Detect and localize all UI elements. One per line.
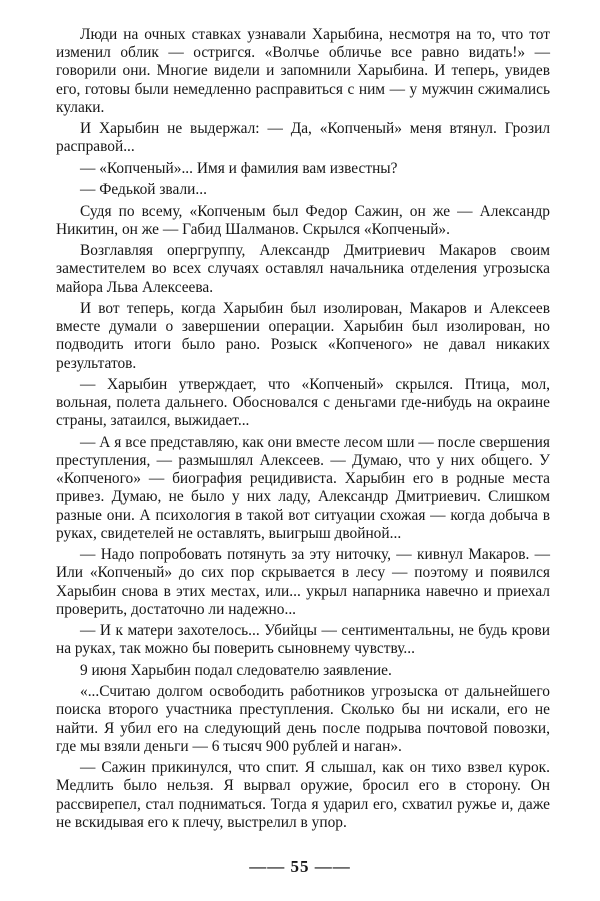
paragraph: — Надо попробовать потянуть за эту ниточку, — кивнул Макаров. — Или «Копченый» до сих пор скрывается в лесу — поэтому и появился Харыбин снова в этих местах, или... укрыл напарника навечно и приехал проверить, достаточно ли надежно... [56,546,550,618]
paragraph: 9 июня Харыбин подал следователю заявление. [80,661,392,679]
paragraph: — «Копченый»... Имя и фамилия вам известны? [80,159,398,177]
paragraph: — И к матери захотелось... Убийцы — сентиментальны, не будь крови на руках, так можно бы поверить сыновнему чувству... [56,622,550,658]
paragraph: Возглавляя опергруппу, Александр Дмитриевич Макаров своим заместителем во всех случаях оставлял начальника отделения угрозыска майора Льва Алексеева. [56,242,550,296]
paragraph: «...Считаю долгом освободить работников угрозыска от дальнейшего поиска второго участника преступления. Сколько бы ни искали, его не найти. Я убил его на следующий день после подрыва почтовой повозки, где мы взяли деньги — 6 тысяч 900 рублей и наган». [56,683,550,755]
paragraph: Судя по всему, «Копченым был Федор Сажин, он же — Александр Никитин, он же — Габид Шалманов. Скрылся «Копченый». [56,202,550,238]
paragraph: И Харыбин не выдержал: — Да, «Копченый» меня втянул. Грозил расправой... [56,120,550,156]
paragraph: Люди на очных ставках узнавали Харыбина, несмотря на то, что тот изменил облик — остригся. «Волчье обличье все равно видать!» — говорили они. Многие видели и запомнили Харыбина. И теперь, увидев его, готовы были немедленно расправиться с ним — у мужчин сжимались кулаки. [56,26,550,116]
paragraph: — Федькой звали... [80,181,207,199]
paragraph: — Харыбин утверждает, что «Копченый» скрылся. Птица, мол, вольная, полета дальнего. Обосновался с деньгами где-нибудь на окраине страны, затаился, выжидает... [56,375,550,430]
paragraph: — А я все представляю, как они вместе лесом шли — после свершения преступления, — размышлял Алексеев. — Думаю, что у них общего. У «Копченого» — биография рецидивиста. Харыбин его в родные места привез. Думаю, не было у них ладу, Александр Дмитриевич. Слишком разные они. А психология в такой вот ситуации схожая — когда добыча в руках, свидетелей не оставлять, выигрыш двойной... [56,433,550,542]
paragraph: — Сажин прикинулся, что спит. Я слышал, как он тихо взвел курок. Медлить было нельзя. Я вырвал оружие, бросил его в сторону. Он рассвирепел, стал подниматься. Тогда я ударил его, схватил ружье и, даже не вскидывая его к плечу, выстрелил в упор. [56,759,550,831]
body-text [56,26,550,835]
paragraph: И вот теперь, когда Харыбин был изолирован, Макаров и Алексеев вместе думали о завершении операции. Харыбин был изолирован, но подводить итоги было рано. Розыск «Копченого» не давал никаких результатов. [56,299,550,372]
page-number: —— 55 —— [249,857,351,876]
